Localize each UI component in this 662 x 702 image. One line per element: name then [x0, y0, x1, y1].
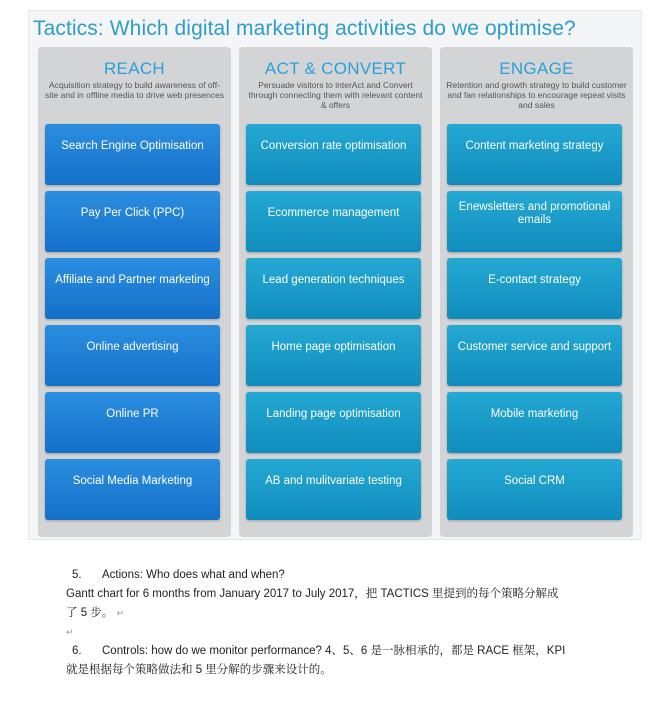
- column-description-act-convert: Persuade visitors to interAct and Convert through connecting them with relevant content & offers: [248, 80, 423, 110]
- tactic-label: Conversion rate optimisation: [260, 140, 407, 152]
- act-convert-column: [239, 47, 432, 537]
- column-heading-engage: ENGAGE: [499, 59, 574, 78]
- column-heading-reach: REACH: [103, 59, 165, 78]
- item-5-heading-line: [66, 566, 626, 585]
- tactic-label: E-contact strategy: [488, 274, 581, 286]
- item-5-number: 5.: [72, 569, 82, 581]
- tactic-tile: [246, 124, 421, 185]
- column-heading-act-convert: ACT & CONVERT: [264, 59, 407, 78]
- paragraph-mark-icon: ↵: [66, 627, 74, 637]
- tactic-label: Search Engine Optimisation: [61, 140, 204, 152]
- column-description-engage: Retention and growth strategy to build customer and fan relationships to encourage repeat visits and sales: [446, 80, 627, 110]
- tactic-tile: [447, 459, 622, 520]
- empty-paragraph-row: [66, 623, 626, 642]
- document-notes: [66, 566, 626, 680]
- item-5-body-line-2-row: [66, 604, 626, 623]
- tactic-label: Mobile marketing: [490, 408, 579, 420]
- tactic-tile: [447, 191, 622, 252]
- tactic-tile: [45, 191, 220, 252]
- tactic-tile: [45, 124, 220, 185]
- tactic-tile: [246, 191, 421, 252]
- item-6-heading-line: [66, 642, 626, 661]
- slide-title: Tactics: Which digital marketing activities do we optimise?: [33, 17, 576, 40]
- tactic-label: Ecommerce management: [267, 207, 400, 219]
- item-5-body-line-2: 了 5 步。: [66, 607, 114, 619]
- item-6-number: 6.: [72, 645, 82, 657]
- item-6-body-line-2: 就是根据每个策略做法和 5 里分解的步骤来设计的。: [66, 664, 332, 676]
- tactic-label: Social CRM: [504, 475, 565, 487]
- tactic-tile: [45, 325, 220, 386]
- tactic-tile: [45, 258, 220, 319]
- tactic-label: AB and mulitvariate testing: [265, 475, 402, 487]
- item-5-heading: Actions: Who does what and when?: [102, 569, 285, 581]
- tactic-label: Pay Per Click (PPC): [80, 207, 185, 219]
- tactic-tile: [45, 392, 220, 453]
- tactic-label: Online PR: [106, 408, 159, 420]
- tactic-tile: [246, 459, 421, 520]
- tactic-tile: [447, 325, 622, 386]
- tactic-label: Landing page optimisation: [266, 408, 401, 420]
- tactic-tile: [246, 392, 421, 453]
- tactic-tile: [447, 392, 622, 453]
- tactic-tile: [246, 325, 421, 386]
- reach-column: [38, 47, 231, 537]
- tactic-tile: [447, 258, 622, 319]
- tactic-label: Home page optimisation: [271, 341, 396, 353]
- tactic-tile: [246, 258, 421, 319]
- tactic-tile: [45, 459, 220, 520]
- tactic-label: Content marketing strategy: [465, 140, 604, 152]
- column-description-reach: Acquisition strategy to build awareness of off-site and in offline media to drive web presences: [45, 80, 224, 100]
- paragraph-mark-icon: ↵: [116, 608, 125, 618]
- tactic-label: Affiliate and Partner marketing: [55, 274, 210, 286]
- item-5-body-line-1: Gantt chart for 6 months from January 2017 to July 2017，把 TACTICS 里提到的每个策略分解成: [66, 588, 559, 600]
- engage-column: [440, 47, 633, 537]
- item-6-body-line-1: Controls: how do we monitor performance? 4、5、6 是一脉相承的，都是 RACE 框架，KPI: [102, 645, 566, 657]
- tactic-label: Social Media Marketing: [72, 475, 193, 487]
- tactic-tile: [447, 124, 622, 185]
- tactic-label: Enewsletters and promotional emails: [458, 200, 611, 226]
- tactic-label: Customer service and support: [457, 341, 612, 353]
- tactics-slide: [28, 10, 642, 540]
- tactic-label: Lead generation techniques: [262, 274, 405, 286]
- tactic-label: Online advertising: [86, 341, 179, 353]
